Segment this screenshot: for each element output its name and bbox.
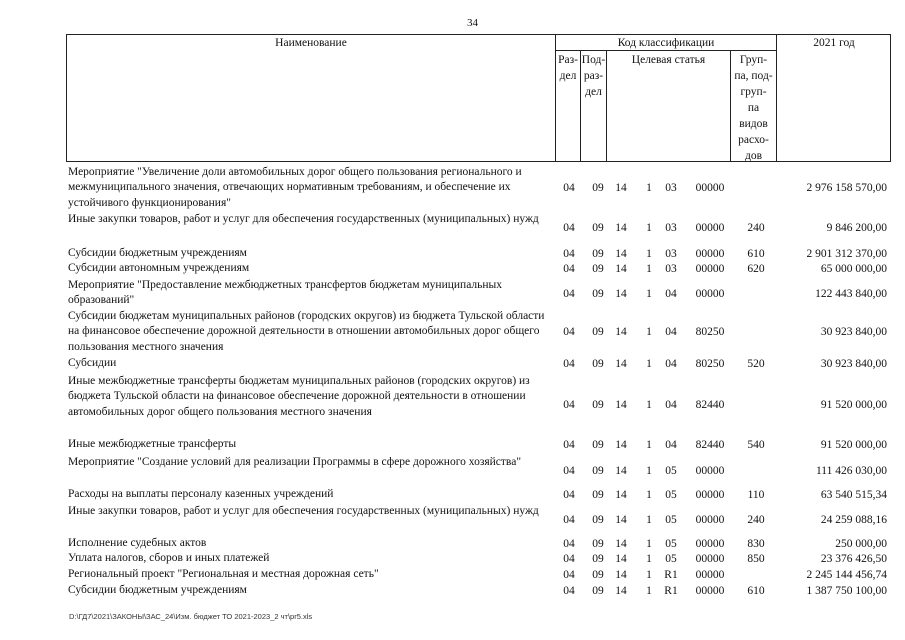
row-target-program: 14: [615, 399, 627, 411]
row-razdel: 04: [563, 464, 575, 477]
row-target-subprogram: 1: [646, 247, 652, 260]
row-target-program: 14: [615, 182, 627, 194]
row-podrazdel: 09: [592, 537, 604, 550]
file-path-footer: D:\ГД7\2021\ЗАКОНЫ\ЗАС_24\Изм. бюджет ТО 2021-2023_2 чт\pr5.xls: [69, 612, 313, 621]
row-expense-type: [742, 455, 770, 486]
row-target-subprogram: 1: [646, 568, 652, 581]
table-row: [0, 212, 905, 243]
table-row: [0, 536, 905, 551]
row-podrazdel: 09: [592, 399, 604, 411]
row-amount: 30 923 840,00: [820, 357, 887, 370]
table-header: [66, 34, 891, 162]
row-target-program: 14: [615, 221, 627, 234]
row-name: Уплата налогов, сборов и иных платежей: [68, 552, 270, 564]
row-target-program: 14: [615, 247, 627, 260]
row-target-direction: 00000: [695, 262, 725, 275]
row-razdel: 04: [563, 584, 575, 597]
row-name: Субсидии бюджетам муниципальных районов (городских округов) из бюджета Тульской области на финансовое обеспечение дорожной деятельности в отношении автомобильных дорог общего пользования местного значения: [68, 310, 545, 353]
row-razdel: 04: [563, 537, 575, 550]
row-expense-type: 830: [747, 537, 765, 550]
row-target-subprogram: 1: [646, 221, 652, 234]
row-target-event: R1: [664, 568, 678, 581]
row-amount: 91 520 000,00: [820, 399, 887, 411]
row-target-subprogram: 1: [646, 357, 652, 370]
table-row: [0, 567, 905, 582]
row-target-direction: 80250: [695, 326, 725, 338]
table-row: [0, 165, 905, 211]
header-group: Груп- па, под- груп- па видов расхо- дов: [734, 54, 773, 162]
row-target-direction: 82440: [695, 438, 725, 451]
row-expense-type: 520: [747, 357, 765, 370]
row-target-subprogram: 1: [646, 438, 652, 451]
row-target-event: 04: [665, 438, 677, 451]
row-amount: 2 245 144 456,74: [806, 568, 887, 581]
row-target-event: 05: [665, 513, 677, 526]
row-target-program: 14: [615, 488, 627, 501]
table-row: [0, 551, 905, 566]
row-razdel: 04: [563, 247, 575, 260]
row-podrazdel: 09: [592, 326, 604, 338]
row-target-program: 14: [615, 568, 627, 581]
header-podrazdel: Под- раз- дел: [581, 54, 606, 98]
row-target-event: 03: [665, 262, 677, 275]
row-target-event: 04: [665, 357, 677, 370]
row-target-subprogram: 1: [646, 488, 652, 501]
row-amount: 63 540 515,34: [820, 488, 887, 501]
page-number: 34: [467, 17, 478, 29]
row-podrazdel: 09: [592, 568, 604, 581]
row-expense-type: 240: [747, 221, 765, 234]
row-target-subprogram: 1: [646, 326, 652, 338]
row-target-direction: 00000: [695, 552, 725, 565]
row-razdel: 04: [563, 221, 575, 234]
row-razdel: 04: [563, 399, 575, 411]
row-podrazdel: 09: [592, 247, 604, 260]
row-target-direction: 00000: [695, 287, 725, 300]
row-target-subprogram: 1: [646, 464, 652, 477]
row-target-direction: 00000: [695, 584, 725, 597]
row-name: Мероприятие "Предоставление межбюджетных трансфертов бюджетам муниципальных образований": [68, 279, 503, 307]
row-target-direction: 80250: [695, 357, 725, 370]
row-expense-type: [742, 309, 770, 355]
row-target-subprogram: 1: [646, 537, 652, 550]
row-podrazdel: 09: [592, 182, 604, 194]
row-razdel: 04: [563, 552, 575, 565]
row-podrazdel: 09: [592, 287, 604, 300]
row-target-event: 04: [665, 287, 677, 300]
row-name: Мероприятие "Увеличение доли автомобильных дорог общего пользования регионального и межмуниципального значения, отвечающих нормативным требованиям, и обеспечение их устойчивого функционирования": [68, 166, 522, 209]
row-target-event: 03: [665, 182, 677, 194]
row-expense-type: [742, 165, 770, 211]
row-target-program: 14: [615, 464, 627, 477]
row-target-direction: 00000: [695, 568, 725, 581]
row-name: Региональный проект "Региональная и местная дорожная сеть": [68, 568, 379, 580]
row-amount: 30 923 840,00: [820, 326, 887, 338]
table-row: [0, 261, 905, 276]
row-expense-type: 610: [747, 247, 765, 260]
row-target-event: 05: [665, 537, 677, 550]
row-target-subprogram: 1: [646, 287, 652, 300]
row-razdel: 04: [563, 326, 575, 338]
row-target-event: 03: [665, 247, 677, 260]
row-razdel: 04: [563, 357, 575, 370]
table-row: [0, 278, 905, 309]
row-target-program: 14: [615, 357, 627, 370]
row-target-event: 04: [665, 399, 677, 411]
row-podrazdel: 09: [592, 513, 604, 526]
header-razdel: Раз- дел: [558, 54, 578, 82]
row-podrazdel: 09: [592, 552, 604, 565]
row-name: Субсидии бюджетным учреждениям: [68, 584, 247, 596]
row-target-direction: 00000: [695, 182, 725, 194]
header-year: 2021 год: [813, 37, 855, 49]
row-target-direction: 00000: [695, 488, 725, 501]
row-name: Субсидии бюджетным учреждениям: [68, 247, 247, 259]
row-target-program: 14: [615, 262, 627, 275]
row-razdel: 04: [563, 287, 575, 300]
row-expense-type: [742, 278, 770, 309]
row-name: Мероприятие "Создание условий для реализации Программы в сфере дорожного хозяйства": [68, 456, 522, 468]
row-amount: 250 000,00: [835, 537, 887, 550]
row-podrazdel: 09: [592, 464, 604, 477]
row-name: Иные закупки товаров, работ и услуг для обеспечения государственных (муниципальных) нужд: [68, 505, 539, 517]
row-target-program: 14: [615, 537, 627, 550]
row-podrazdel: 09: [592, 221, 604, 234]
table-row: [0, 246, 905, 261]
row-name: Иные закупки товаров, работ и услуг для обеспечения государственных (муниципальных) нужд: [68, 213, 539, 225]
table-row: [0, 504, 905, 535]
row-target-event: R1: [664, 584, 678, 597]
row-amount: 1 387 750 100,00: [806, 584, 887, 597]
row-amount: 2 976 158 570,00: [806, 182, 887, 194]
row-podrazdel: 09: [592, 488, 604, 501]
row-expense-type: [742, 567, 770, 582]
row-razdel: 04: [563, 262, 575, 275]
row-target-subprogram: 1: [646, 399, 652, 411]
row-amount: 111 426 030,00: [815, 464, 887, 477]
header-code-group: Код классификации: [617, 37, 715, 49]
row-target-direction: 00000: [695, 247, 725, 260]
table-row: [0, 583, 905, 598]
row-expense-type: 540: [747, 438, 765, 451]
table-row: [0, 487, 905, 502]
row-razdel: 04: [563, 513, 575, 526]
row-razdel: 04: [563, 488, 575, 501]
row-name: Иные межбюджетные трансферты: [68, 438, 237, 450]
row-expense-type: [742, 374, 770, 436]
row-amount: 65 000 000,00: [820, 262, 887, 275]
row-name: Субсидии: [68, 357, 117, 369]
row-target-subprogram: 1: [646, 262, 652, 275]
table-row: [0, 455, 905, 486]
row-name: Субсидии автономным учреждениям: [68, 262, 250, 274]
row-razdel: 04: [563, 182, 575, 194]
row-target-subprogram: 1: [646, 552, 652, 565]
row-target-event: 03: [665, 221, 677, 234]
row-target-direction: 82440: [695, 399, 725, 411]
row-target-program: 14: [615, 584, 627, 597]
header-divider: [776, 35, 777, 162]
row-podrazdel: 09: [592, 262, 604, 275]
row-target-direction: 00000: [695, 537, 725, 550]
row-target-direction: 00000: [695, 221, 725, 234]
row-amount: 91 520 000,00: [820, 438, 887, 451]
row-podrazdel: 09: [592, 584, 604, 597]
row-podrazdel: 09: [592, 357, 604, 370]
row-target-program: 14: [615, 287, 627, 300]
header-target: Целевая статья: [631, 54, 706, 66]
row-target-event: 04: [665, 326, 677, 338]
row-razdel: 04: [563, 568, 575, 581]
row-amount: 122 443 840,00: [815, 287, 887, 300]
row-target-event: 05: [665, 552, 677, 565]
row-expense-type: 610: [747, 584, 765, 597]
row-amount: 23 376 426,50: [820, 552, 887, 565]
row-target-event: 05: [665, 464, 677, 477]
row-name: Исполнение судебных актов: [68, 537, 207, 549]
row-target-direction: 00000: [695, 464, 725, 477]
header-name: Наименование: [275, 37, 347, 49]
row-name: Расходы на выплаты персоналу казенных учреждений: [68, 488, 334, 500]
table-row: [0, 309, 905, 355]
row-target-direction: 00000: [695, 513, 725, 526]
table-row: [0, 356, 905, 371]
row-expense-type: 110: [747, 488, 765, 501]
row-target-subprogram: 1: [646, 182, 652, 194]
row-target-subprogram: 1: [646, 513, 652, 526]
row-target-program: 14: [615, 438, 627, 451]
row-expense-type: 240: [747, 513, 765, 526]
row-target-program: 14: [615, 513, 627, 526]
row-amount: 9 846 200,00: [826, 221, 887, 234]
table-row: [0, 374, 905, 436]
row-amount: 2 901 312 370,00: [806, 247, 887, 260]
row-name: Иные межбюджетные трансферты бюджетам муниципальных районов (городских округов) из бюджета Тульской области на финансовое обеспечение дорожной деятельности в отношении автомобильных дорог общего пользования местного значения: [68, 375, 530, 418]
table-row: [0, 437, 905, 452]
row-expense-type: 620: [747, 262, 765, 275]
row-expense-type: 850: [747, 552, 765, 565]
row-target-program: 14: [615, 552, 627, 565]
row-podrazdel: 09: [592, 438, 604, 451]
row-target-event: 05: [665, 488, 677, 501]
row-amount: 24 259 088,16: [820, 513, 887, 526]
row-razdel: 04: [563, 438, 575, 451]
row-target-subprogram: 1: [646, 584, 652, 597]
row-target-program: 14: [615, 326, 627, 338]
